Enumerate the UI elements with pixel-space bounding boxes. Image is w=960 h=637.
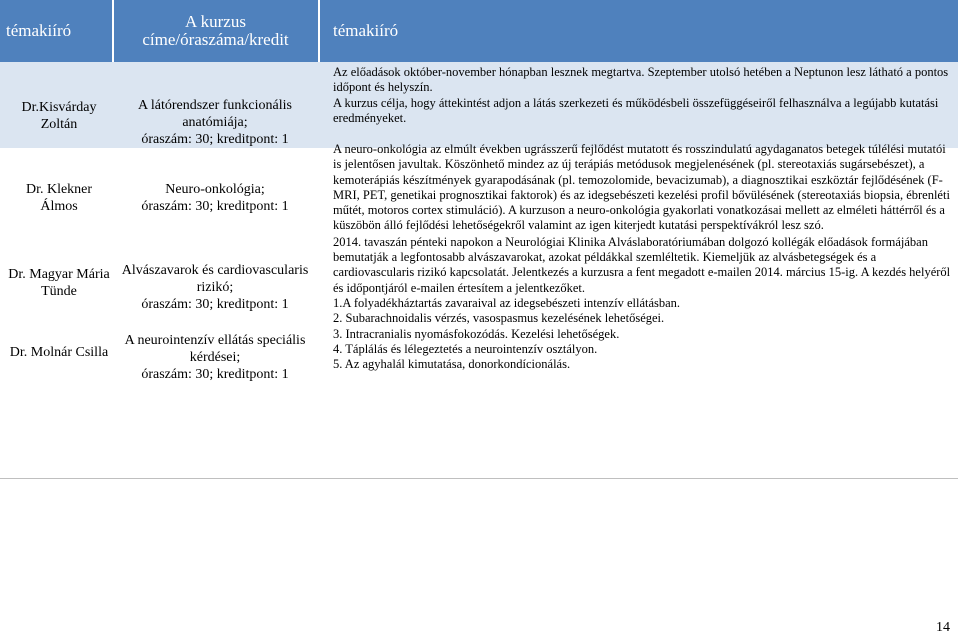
course-title <box>120 332 310 383</box>
header-topic-author-label: témakiíró <box>6 21 72 40</box>
header-course-title-line1: A kurzus <box>185 12 246 31</box>
course-description <box>333 65 953 126</box>
column-divider <box>318 0 320 62</box>
course-title-line: A látórendszer funkcionális <box>138 98 292 113</box>
course-hours-credit: óraszám: 30; kreditpont: 1 <box>141 367 289 382</box>
course-title-line: Neuro-onkológia; <box>165 182 265 197</box>
description-list-item: 5. Az agyhalál kimutatása, donorkondícionálás. <box>333 357 571 372</box>
table-header-row <box>0 0 958 62</box>
description-paragraph: A kurzus célja, hogy áttekintést adjon a látás szerkezeti és működésbeli összefüggéseiről felhasználva a legújabb kutatási eredményeket. <box>333 95 939 125</box>
course-description <box>333 142 953 372</box>
course-title <box>120 262 310 313</box>
table-row <box>0 62 958 148</box>
header-course-title <box>118 0 313 62</box>
description-list-item: 4. Táplálás és lélegeztetés a neurointenzív osztályon. <box>333 341 598 356</box>
course-title-line: anatómiája; <box>182 115 248 130</box>
table-body-section <box>0 142 958 479</box>
topic-author-name: Dr.Kisvárday Zoltán <box>21 100 97 132</box>
description-list-item: 3. Intracranialis nyomásfokozódás. Kezelési lehetőségek. <box>333 326 620 341</box>
course-hours-credit: óraszám: 30; kreditpont: 1 <box>141 199 289 214</box>
description-list-item: 1.A folyadékháztartás zavaraival az idegsebészeti intenzív ellátásban. <box>333 295 681 310</box>
header-course-title-line2: címe/óraszáma/kredit <box>142 30 289 49</box>
header-description-label: témakiíró <box>333 21 399 40</box>
description-list-item: 2. Subarachnoidalis vérzés, vasospasmus kezelésének lehetőségei. <box>333 311 665 326</box>
course-title-line: A neurointenzív ellátás speciális <box>124 333 306 348</box>
topic-author-name: Dr. Molnár Csilla <box>9 345 109 360</box>
course-hours-credit: óraszám: 30; kreditpont: 1 <box>141 297 289 312</box>
page-number: 14 <box>936 620 950 635</box>
topic-author-name: Dr. Klekner Álmos <box>25 182 93 214</box>
description-paragraph: A neuro-onkológia az elmúlt években ugrásszerű fejlődést mutatott és rosszindulatú agydaganatos betegek túlélési mutatói is jelentősen javultak. Köszönhető mindez az új terápiás metódusok megjelenésének (pl. stereotaxiás sugársebészet), a kemoterápiás készítmények gyarapodásának (pl. temozolomide, bevacizumab), a diagnosztikai eszköztár fejlődésének (F-MRI, PET, genetikai prognosztikai faktorok) és az idegsebészeti kezelési profil bővülésének (stereotaxiás biopsia, ébrenléti műtét, motoros cortex stimuláció). A kurzuson a neuro-onkológia gyakorlati vonatkozásai mellett az elméleti háttérről és a küszöbön álló fejlődési lehetőségekről valamint az igen kiterjedt kutatási perspektívákról lesz szó. <box>333 142 950 233</box>
description-paragraph: 2014. tavaszán pénteki napokon a Neurológiai Klinika Alváslaboratóriumában dolgozó kollégák előadások formájában bemutatják a legfontosabb alvászavarokat, azokat példákkal szemléltetik. Kiemeljük az alvásbetegségek és a cardiovascularis rizikó kapcsolatát. Jelentkezés a kurzusra a fent megadott e-mailen 2014. március 15-ig. A kezdés helyéről és időpontjáról e-mailen értesítem a jelentkezőket. <box>333 234 951 295</box>
course-title-line: rizikó; <box>196 280 234 295</box>
course-title-line: Alvászavarok és cardiovascularis <box>121 263 309 278</box>
course-title-line: kérdései; <box>189 350 241 365</box>
course-title <box>120 97 310 148</box>
column-divider <box>112 0 114 62</box>
topic-author-name: Dr. Magyar Mária Tünde <box>8 267 110 299</box>
header-topic-author <box>6 0 110 62</box>
course-hours-credit: óraszám: 30; kreditpont: 1 <box>141 132 289 147</box>
description-paragraph: Az előadások október-november hónapban lesznek megtartva. Szeptember utolsó hetében a Neptunon lesz látható a pontos időpont és helyszín. <box>333 65 949 95</box>
course-title <box>120 181 310 215</box>
header-description <box>333 0 533 62</box>
